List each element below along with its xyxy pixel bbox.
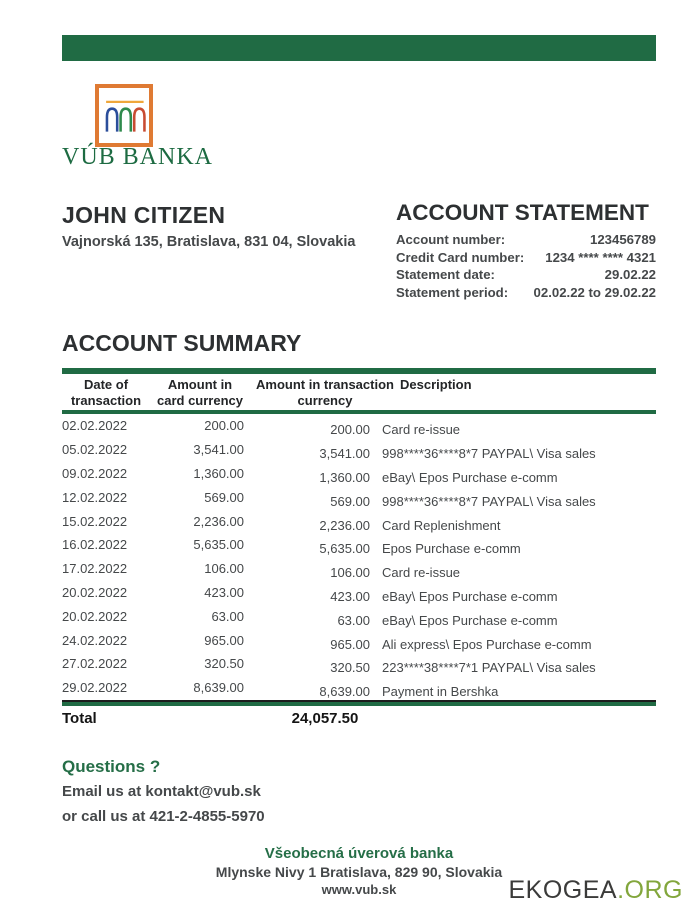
cell-amount-transaction: 8,639.00	[319, 684, 370, 700]
cell-amount-transaction: 320.50	[330, 660, 370, 676]
cell-amount-card: 2,236.00	[193, 513, 244, 529]
footer-website: www.vub.sk	[321, 882, 397, 897]
contact-block	[62, 757, 265, 827]
cell-description: eBay\ Epos Purchase e-comm	[382, 469, 558, 485]
cell-amount-transaction: 1,360.00	[319, 469, 370, 485]
account-fields	[396, 231, 656, 301]
cell-amount-card: 200.00	[204, 418, 244, 434]
cell-amount-card: 569.00	[204, 489, 244, 505]
contact-phone-line: or call us at 421-2-4855-5970	[62, 808, 265, 825]
cell-amount-transaction: 63.00	[337, 612, 370, 628]
cell-description: Card Replenishment	[382, 517, 501, 533]
column-header-amount-transaction: Amount in transaction currency	[256, 377, 394, 408]
table-row	[62, 628, 656, 652]
cell-date: 20.02.2022	[62, 584, 128, 600]
account-field-row	[396, 284, 656, 302]
account-field-label: Statement period:	[396, 284, 509, 300]
cell-amount-card: 63.00	[211, 608, 244, 624]
account-field-label: Account number:	[396, 232, 506, 247]
cell-description: eBay\ Epos Purchase e-comm	[382, 612, 558, 628]
cell-amount-transaction: 569.00	[330, 493, 370, 509]
table-row	[62, 462, 656, 486]
watermark-tld: .ORG	[617, 876, 683, 904]
cell-date: 02.02.2022	[62, 418, 128, 434]
cell-amount-card: 320.50	[204, 656, 244, 672]
vub-logo-icon	[95, 84, 153, 147]
account-field-label: Statement date:	[396, 267, 495, 283]
cell-description: Card re-issue	[382, 565, 461, 581]
cell-date: 24.02.2022	[62, 632, 128, 648]
cell-description: Epos Purchase e-comm	[382, 541, 521, 557]
account-summary-title: ACCOUNT SUMMARY	[62, 330, 302, 356]
account-field-row	[396, 249, 656, 267]
column-header-description: Description	[400, 377, 472, 392]
customer-block	[62, 202, 382, 250]
cell-amount-card: 423.00	[204, 584, 244, 600]
table-row	[62, 604, 656, 628]
total-label: Total	[62, 709, 97, 727]
vub-arches-icon	[101, 91, 147, 140]
watermark-name: EKOGEA	[508, 876, 618, 904]
table-row	[62, 652, 656, 676]
table-row	[62, 485, 656, 509]
table-row	[62, 414, 656, 438]
cell-amount-transaction: 2,236.00	[319, 517, 370, 533]
table-row	[62, 509, 656, 533]
cell-amount-transaction: 965.00	[330, 636, 370, 652]
account-statement-title: ACCOUNT STATEMENT	[396, 200, 649, 225]
table-row	[62, 676, 656, 700]
cell-date: 09.02.2022	[62, 465, 128, 481]
questions-heading: Questions ?	[62, 757, 161, 776]
cell-amount-card: 106.00	[204, 561, 244, 577]
contact-email-line: Email us at kontakt@vub.sk	[62, 783, 261, 800]
account-statement-block	[396, 200, 656, 301]
cell-amount-transaction: 423.00	[330, 588, 370, 604]
cell-date: 05.02.2022	[62, 442, 128, 458]
cell-date: 15.02.2022	[62, 513, 128, 529]
cell-amount-card: 8,639.00	[193, 680, 244, 696]
table-row	[62, 438, 656, 462]
account-field-label: Credit Card number:	[396, 249, 525, 265]
table-body	[62, 414, 656, 700]
cell-date: 16.02.2022	[62, 537, 128, 553]
total-row	[62, 706, 656, 731]
account-field-row	[396, 231, 656, 249]
column-header-date: Date of transaction	[70, 377, 142, 408]
account-field-value: 29.02.22	[604, 267, 656, 283]
top-bar-decoration	[62, 35, 656, 61]
transactions-table	[62, 368, 656, 731]
table-row	[62, 581, 656, 605]
cell-amount-transaction: 200.00	[330, 422, 370, 438]
table-row	[62, 557, 656, 581]
account-field-value: 123456789	[589, 232, 656, 247]
cell-date: 12.02.2022	[62, 489, 128, 505]
cell-amount-card: 1,360.00	[193, 465, 244, 481]
watermark	[509, 876, 684, 905]
table-header-row	[62, 374, 656, 410]
cell-description: 998****36****8*7 PAYPAL\ Visa sales	[382, 493, 596, 509]
account-field-row	[396, 266, 656, 284]
cell-description: Card re-issue	[382, 422, 461, 438]
customer-name: JOHN CITIZEN	[62, 202, 226, 228]
cell-description: 998****36****8*7 PAYPAL\ Visa sales	[382, 446, 596, 462]
cell-amount-card: 3,541.00	[193, 442, 244, 458]
account-field-value: 02.02.22 to 29.02.22	[533, 284, 656, 300]
account-field-value: 1234 **** **** 4321	[545, 249, 656, 265]
cell-description: eBay\ Epos Purchase e-comm	[382, 588, 558, 604]
column-header-amount-card: Amount in card currency	[157, 377, 243, 408]
cell-date: 29.02.2022	[62, 680, 128, 696]
cell-date: 17.02.2022	[62, 561, 128, 577]
cell-amount-card: 5,635.00	[193, 537, 244, 553]
cell-amount-transaction: 106.00	[330, 565, 370, 581]
cell-date: 27.02.2022	[62, 656, 128, 672]
cell-amount-transaction: 3,541.00	[319, 446, 370, 462]
footer-bank-name: Všeobecná úverová banka	[264, 845, 454, 862]
cell-amount-transaction: 5,635.00	[319, 541, 370, 557]
cell-description: Ali express\ Epos Purchase e-comm	[382, 636, 592, 652]
bank-logo-wordmark: VÚB BANKA	[62, 144, 214, 170]
cell-date: 20.02.2022	[62, 608, 128, 624]
customer-address: Vajnorská 135, Bratislava, 831 04, Slovakia	[62, 234, 356, 250]
total-value: 24,057.50	[291, 709, 359, 727]
cell-description: Payment in Bershka	[382, 684, 499, 700]
table-row	[62, 533, 656, 557]
cell-amount-card: 965.00	[204, 632, 244, 648]
cell-description: 223****38****7*1 PAYPAL\ Visa sales	[382, 660, 596, 676]
footer-bank-address: Mlynske Nivy 1 Bratislava, 829 90, Slovakia	[215, 864, 503, 880]
